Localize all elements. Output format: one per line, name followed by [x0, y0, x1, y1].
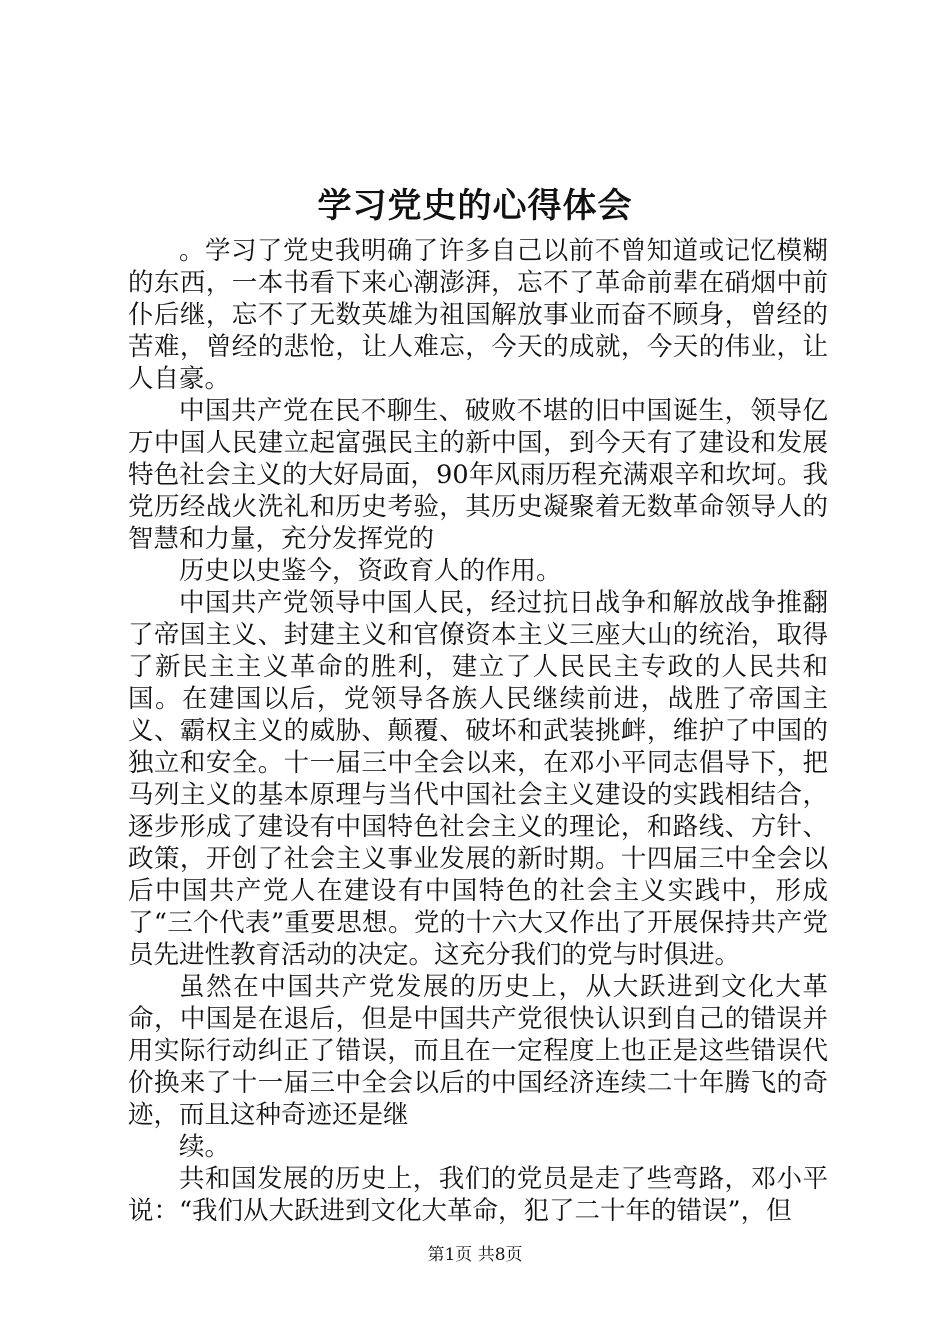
page-number-footer: 第1页 共8页 [427, 1245, 523, 1265]
paragraph: 历史以史鉴今，资政育人的作用。 [179, 556, 562, 586]
paragraph: 虽然在中国共产党发展的历史上，从大跃进到文化大革命，中国是在退后，但是中国共产党很快认识到自己的错误并用实际行动纠正了错误，而且在一定程度上也正是这些错误代价换来了十一届三中全会以后的中国经济连续二十年腾飞的奇迹，而且这种奇迹还是继 [128, 972, 828, 1130]
paragraph: 。学习了党史我明确了许多自己以前不曾知道或记忆模糊的东西，一本书看下来心潮澎湃，忘不了革命前辈在硝烟中前仆后继，忘不了无数英雄为祖国解放事业而奋不顾身，曾经的苦难，曾经的悲怆，让人难忘，今天的成就，今天的伟业，让人自豪。 [128, 236, 828, 394]
paragraph: 共和国发展的历史上，我们的党员是走了些弯路，邓小平说：“我们从大跃进到文化大革命，犯了二十年的错误”，但 [128, 1164, 828, 1226]
paragraph: 中国共产党领导中国人民，经过抗日战争和解放战争推翻了帝国主义、封建主义和官僚资本主义三座大山的统治，取得了新民主主义革命的胜利，建立了人民民主专政的人民共和国。在建国以后，党领导各族人民继续前进，战胜了帝国主义、霸权主义的威胁、颠覆、破坏和武装挑衅，维护了中国的独立和安全。十一届三中全会以来，在邓小平同志倡导下，把马列主义的基本原理与当代中国社会主义建设的实践相结合，逐步形成了建设有中国特色社会主义的理论，和路线、方针、政策，开创了社会主义事业发展的新时期。十四届三中全会以后中国共产党人在建设有中国特色的社会主义实践中，形成了“三个代表”重要思想。党的十六大又作出了开展保持共产党员先进性教育活动的决定。这充分我们的党与时俱进。 [128, 588, 828, 970]
paragraph: 中国共产党在民不聊生、破败不堪的旧中国诞生，领导亿万中国人民建立起富强民主的新中国，到今天有了建设和发展特色社会主义的大好局面，90年风雨历程充满艰辛和坎坷。我党历经战火洗礼和历史考验，其历史凝聚着无数革命领导人的智慧和力量，充分发挥党的 [128, 396, 828, 554]
document-body [128, 235, 828, 1227]
document-title: 学习党史的心得体会 [317, 186, 633, 226]
paragraph: 续。 [179, 1132, 231, 1162]
